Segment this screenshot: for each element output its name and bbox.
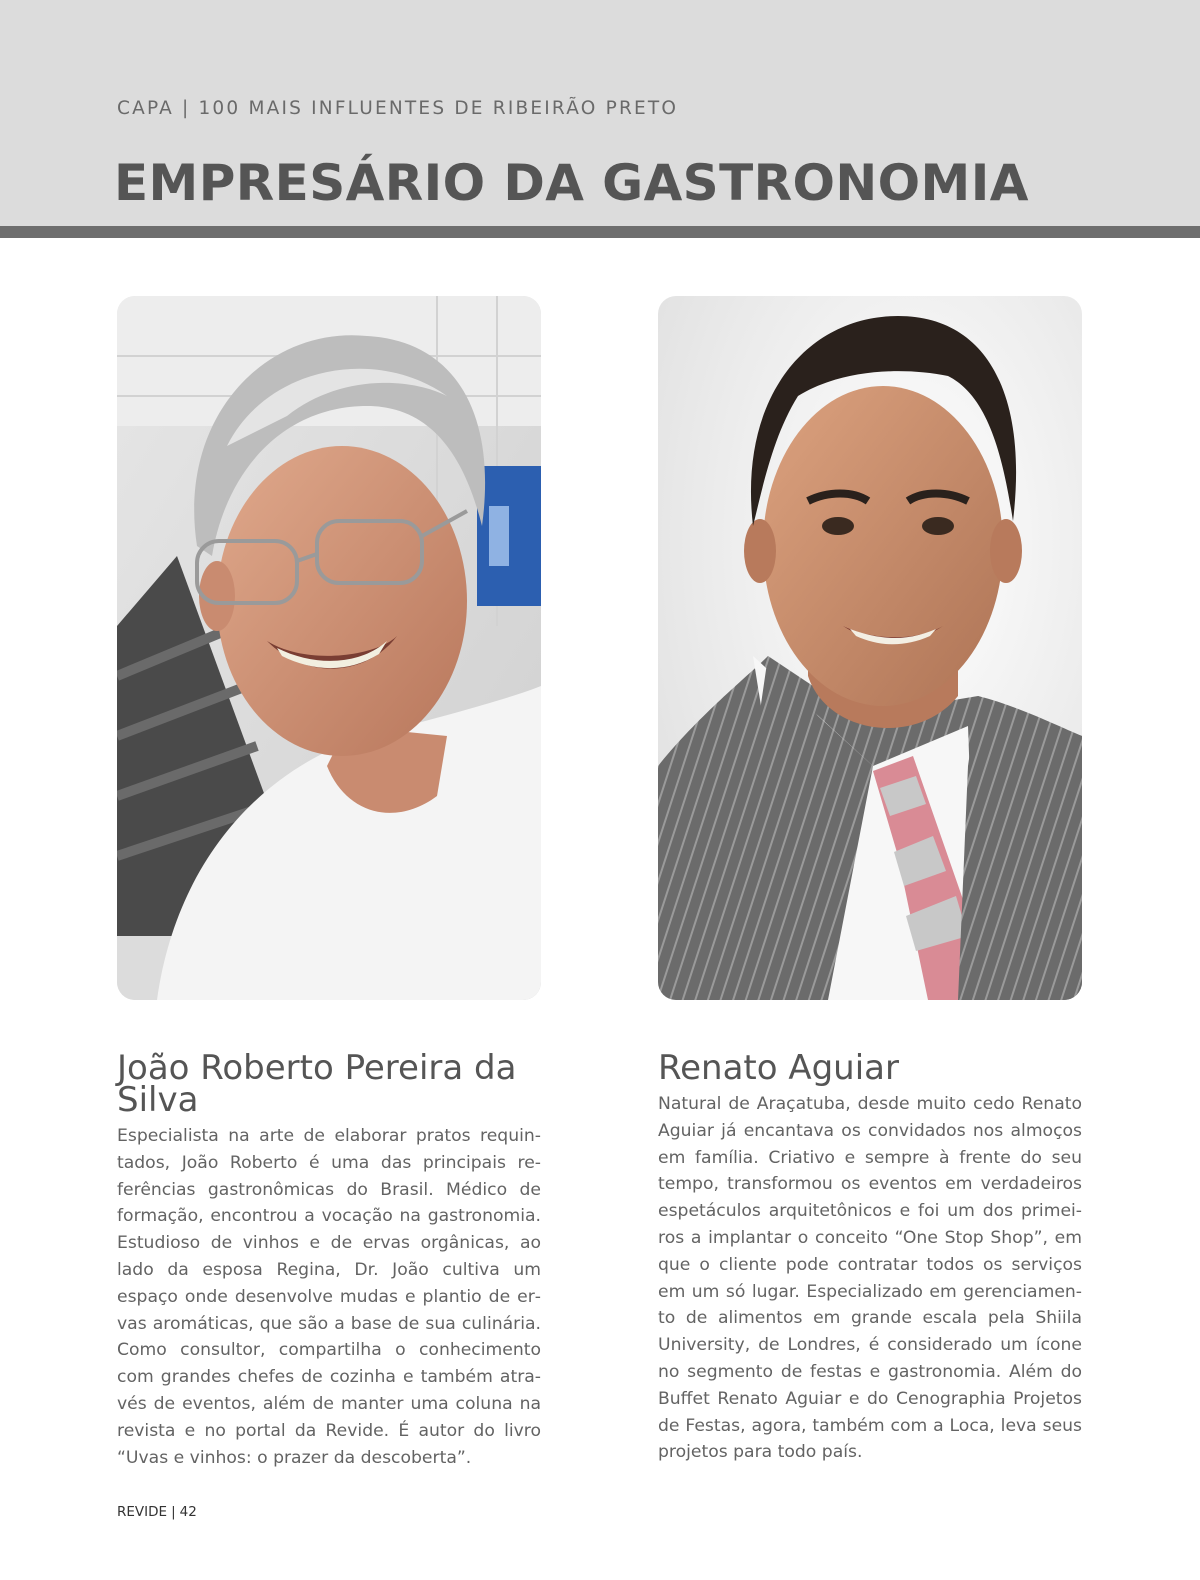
portrait-renato-aguiar [658, 296, 1082, 1000]
series-label: 100 MAIS INFLUENTES DE RIBEIRÃO PRETO [198, 98, 679, 119]
page-footer [117, 1504, 197, 1520]
portrait-joao-roberto-image [117, 296, 541, 1000]
kicker-separator: | [182, 98, 191, 119]
profile-name: João Roberto Pereira da Silva [117, 1048, 517, 1120]
page-number: 42 [179, 1504, 197, 1520]
profile-renato-aguiar [658, 1048, 1082, 1466]
section-kicker [117, 98, 678, 119]
footer-separator: | [171, 1504, 176, 1520]
section-label: CAPA [117, 98, 175, 119]
publication-name: REVIDE [117, 1504, 168, 1520]
portrait-joao-roberto [117, 296, 541, 1000]
portrait-renato-aguiar-image [658, 296, 1082, 1000]
header-rule [0, 226, 1200, 238]
page-title: EMPRESÁRIO DA GASTRONOMIA [114, 154, 1029, 212]
profile-bio: Especialista na arte de elaborar pratos requintados, João Roberto é uma das principais referências gastronômicas do Brasil. Médico de formação, encontrou a vocação na gastronomia. Estudioso de vinhos e de ervas orgânicas, ao lado da esposa Regina, Dr. João cultiva um espaço onde desenvolve mudas e plantio de ervas aromáticas, que são a base de sua culinária. Como consultor, compartilha o conhecimento com grandes chefes de cozinha e também através de eventos, além de manter uma coluna na revista e no portal da Revide. É autor do livro “Uvas e vinhos: o prazer da descoberta”. [117, 1126, 541, 1468]
profile-name: Renato Aguiar [658, 1048, 899, 1088]
profile-bio: Natural de Araçatuba, desde muito cedo Renato Aguiar já encantava os convidados nos almoços em família. Criativo e sempre à frente do seu tempo, transformou os eventos em verdadeiros espetáculos arquitetônicos e foi um dos primeiros a implantar o conceito “One Stop Shop”, em que o cliente pode contratar todos os serviços em um só lugar. Especializado em gerenciamento de alimentos em grande escala pela Shiila University, de Londres, é considerado um ícone no segmento de festas e gastronomia. Além do Buffet Renato Aguiar e do Cenographia Projetos de Festas, agora, também com a Loca, leva seus projetos para todo país. [658, 1094, 1082, 1463]
profile-joao-roberto [117, 1048, 541, 1471]
